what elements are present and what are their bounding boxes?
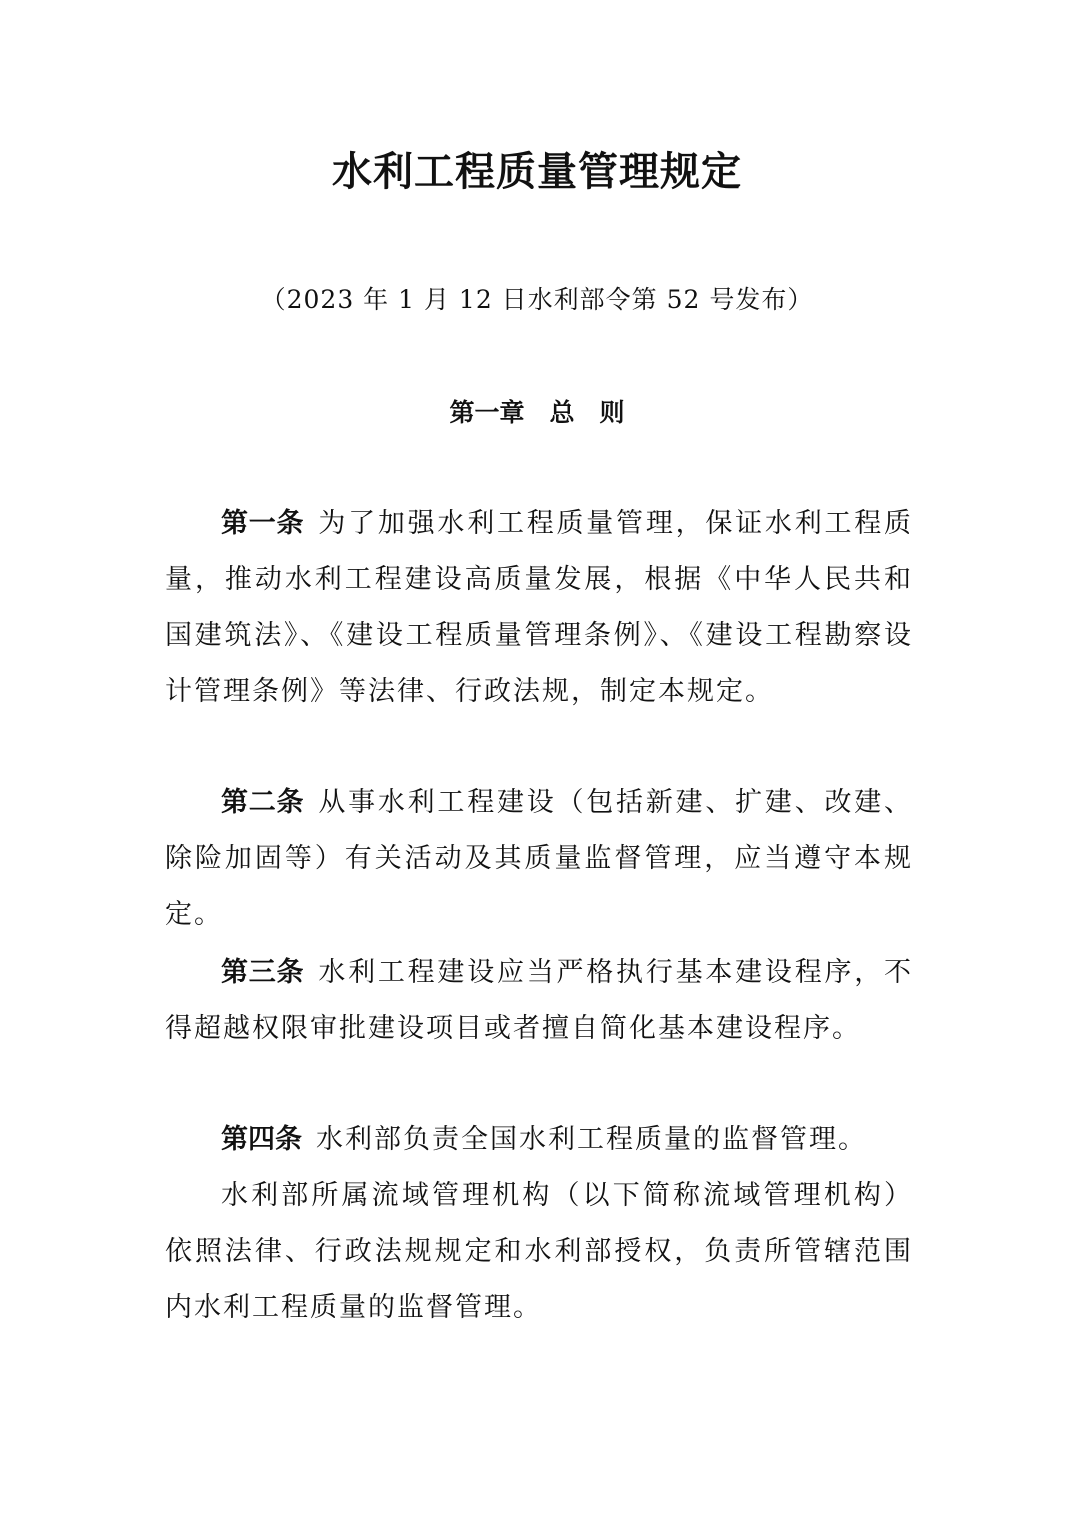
article-2-text: 从事水利工程建设（包括新建、扩建、改建、除险加固等）有关活动及其质量监督管理，应当遵守本规定。 bbox=[165, 787, 914, 930]
article-1-label: 第一条 bbox=[221, 508, 305, 539]
document-title: 水利工程质量管理规定 bbox=[332, 148, 742, 195]
article-1-paragraph bbox=[165, 496, 913, 720]
article-2-label: 第二条 bbox=[221, 787, 305, 818]
article-4-label: 第四条 bbox=[221, 1124, 302, 1155]
article-3-label: 第三条 bbox=[221, 957, 305, 988]
article-3-paragraph bbox=[165, 945, 913, 1057]
document-subtitle: （2023 年 1 月 12 日水利部令第 52 号发布） bbox=[260, 285, 814, 314]
article-2-paragraph bbox=[165, 775, 913, 943]
chapter-heading: 第一章 总 则 bbox=[449, 398, 625, 427]
article-1-text: 为了加强水利工程质量管理，保证水利工程质量，推动水利工程建设高质量发展，根据《中华人民共和国建筑法》、《建设工程质量管理条例》、《建设工程勘察设计管理条例》等法律、行政法规，制定本规定。 bbox=[165, 508, 914, 707]
article-4-paragraph bbox=[165, 1112, 913, 1168]
article-4-continuation-paragraph bbox=[165, 1168, 913, 1336]
article-4-continuation-text: 水利部所属流域管理机构（以下简称流域管理机构）依照法律、行政法规规定和水利部授权，负责所管辖范围内水利工程质量的监督管理。 bbox=[165, 1180, 913, 1323]
article-3-text: 水利工程建设应当严格执行基本建设程序，不得超越权限审批建设项目或者擅自简化基本建设程序。 bbox=[165, 957, 914, 1044]
article-4-text: 水利部负责全国水利工程质量的监督管理。 bbox=[316, 1124, 867, 1155]
